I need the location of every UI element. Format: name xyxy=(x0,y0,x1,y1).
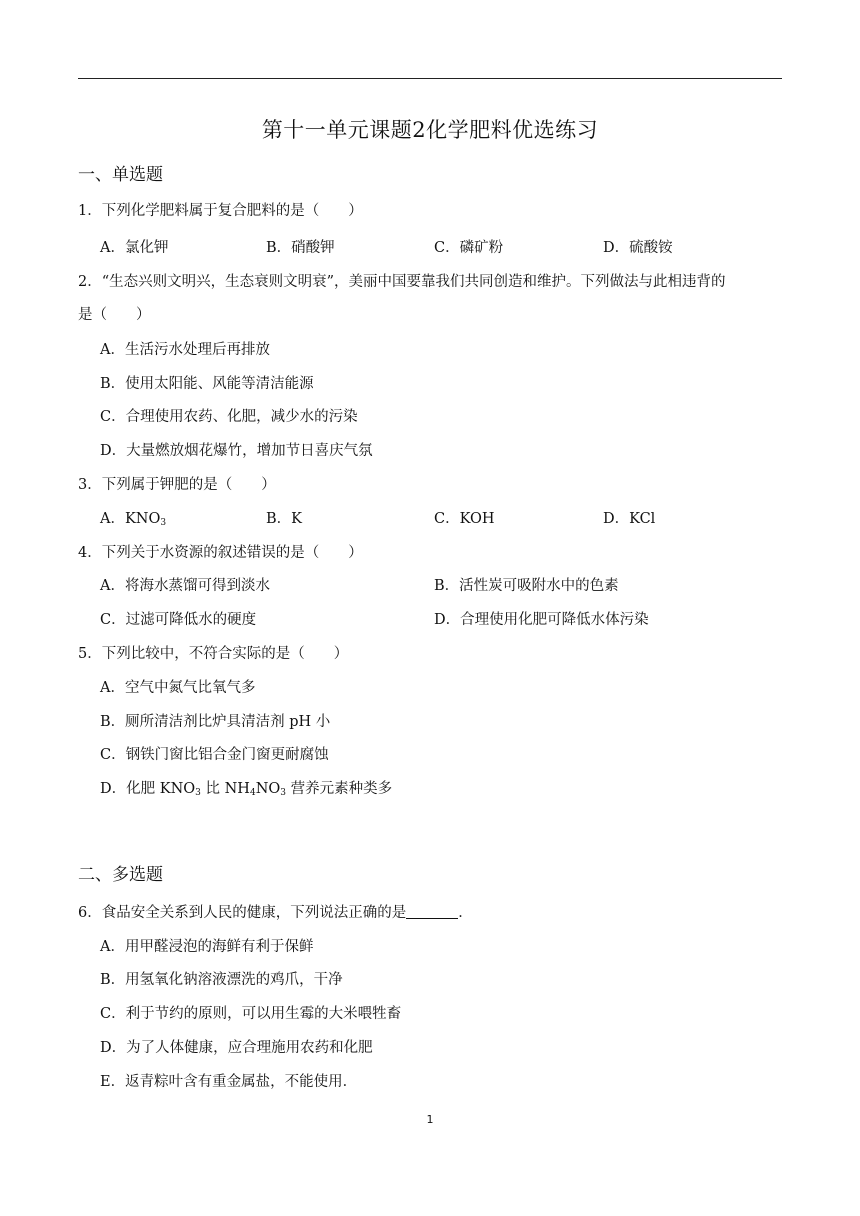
q4-option-a: A．将海水蒸馏可得到淡水 xyxy=(100,578,270,594)
q5-option-d xyxy=(100,777,392,798)
question-6-stem-text: 6．食品安全关系到人民的健康，下列说法正确的是 xyxy=(78,905,407,921)
q5-option-c: C．钢铁门窗比铝合金门窗更耐腐蚀 xyxy=(100,747,329,763)
question-6-stem xyxy=(78,901,473,922)
question-3-stem: 3．下列属于钾肥的是（ ） xyxy=(78,477,276,493)
q3-option-a xyxy=(100,507,166,528)
question-2-stem-line-1: 2．“生态兴则文明兴，生态衰则文明衰”，美丽中国要靠我们共同创造和维护。下列做法与此相违背的 xyxy=(78,274,726,290)
q6-option-b: B．用氢氧化钠溶液漂洗的鸡爪，干净 xyxy=(100,972,343,988)
question-5-stem: 5．下列比较中，不符合实际的是（ ） xyxy=(78,646,349,662)
subscript: 3 xyxy=(280,788,286,798)
section-heading-single-choice: 一、单选题 xyxy=(78,165,163,185)
q5-d-text-3: NO xyxy=(255,781,281,797)
question-1 xyxy=(78,194,782,228)
q1-option-c: C．磷矿粉 xyxy=(434,240,504,256)
q1-option-b: B．硝酸钾 xyxy=(266,240,335,256)
page-title: 第十一单元课题2化学肥料优选练习 xyxy=(261,118,599,142)
q6-option-d: D．为了人体健康，应合理施用农药和化肥 xyxy=(100,1040,373,1056)
answer-blank xyxy=(406,904,458,919)
q4-option-c: C．过滤可降低水的硬度 xyxy=(100,612,257,628)
q2-option-c: C．合理使用农药、化肥，减少水的污染 xyxy=(100,409,358,425)
q2-option-d: D．大量燃放烟花爆竹，增加节日喜庆气氛 xyxy=(100,443,373,459)
subscript: 3 xyxy=(195,788,201,798)
q5-option-a: A．空气中氮气比氧气多 xyxy=(100,680,256,696)
q4-option-b: B．活性炭可吸附水中的色素 xyxy=(434,578,619,594)
q1-option-a: A．氯化钾 xyxy=(100,240,169,256)
q2-option-b: B．使用太阳能、风能等清洁能源 xyxy=(100,376,314,392)
question-4-stem: 4．下列关于水资源的叙述错误的是（ ） xyxy=(78,545,363,561)
question-1-stem: 1．下列化学肥料属于复合肥料的是（ ） xyxy=(78,203,363,219)
q3-option-a-text: A．KNO xyxy=(100,511,161,527)
question-6-stem-end: ． xyxy=(458,905,473,921)
header-rule xyxy=(78,78,782,79)
q6-option-a: A．用甲醛浸泡的海鲜有利于保鲜 xyxy=(100,939,314,955)
q5-d-text-4: 营养元素种类多 xyxy=(286,781,393,797)
q6-option-c: C．利于节约的原则，可以用生霉的大米喂牲畜 xyxy=(100,1006,402,1022)
question-2-stem-line-2: 是（ ） xyxy=(78,307,151,323)
q6-option-e: E．返青粽叶含有重金属盐，不能使用． xyxy=(100,1074,358,1090)
q5-option-b: B．厕所清洁剂比炉具清洁剂 pH 小 xyxy=(100,714,331,730)
subscript: 4 xyxy=(249,788,256,798)
q5-d-text-1: D．化肥 KNO xyxy=(100,781,196,797)
q1-option-d: D．硫酸铵 xyxy=(603,240,673,256)
q3-option-d: D．KCl xyxy=(603,511,656,527)
q3-option-b: B．K xyxy=(266,511,302,527)
subscript: 3 xyxy=(160,518,167,528)
section-heading-multiple-choice: 二、多选题 xyxy=(78,865,163,885)
q2-option-a: A．生活污水处理后再排放 xyxy=(100,342,270,358)
q3-option-c: C．KOH xyxy=(434,511,495,527)
q5-d-text-2: 比 NH xyxy=(200,781,250,797)
page-number: 1 xyxy=(426,1113,434,1126)
q4-option-d: D．合理使用化肥可降低水体污染 xyxy=(434,612,649,628)
